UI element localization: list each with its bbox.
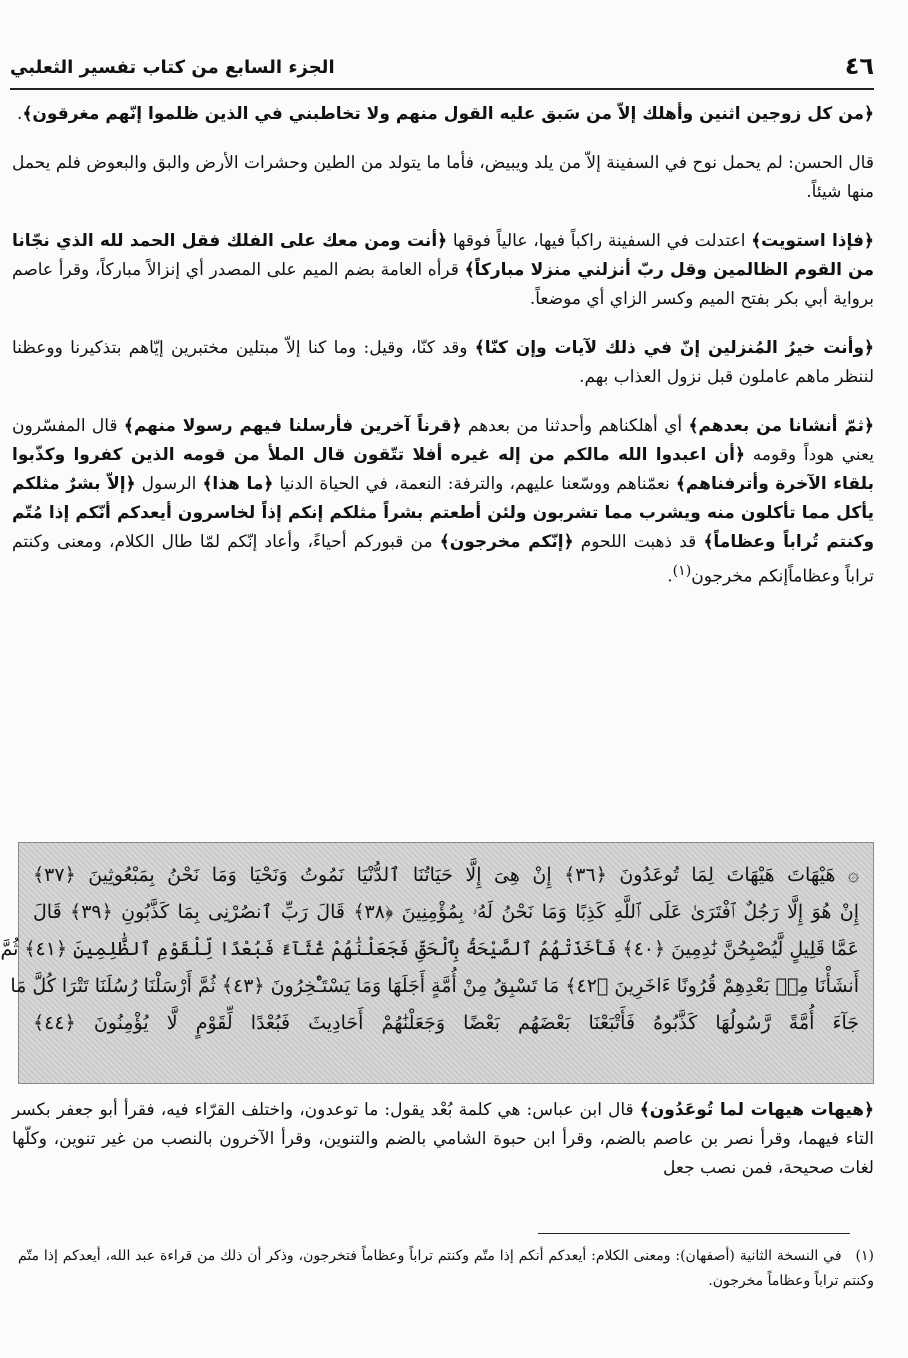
quran-quote: ﴿فإذا استويت﴾ [751,231,874,251]
paragraph-text: الرسول [135,474,203,494]
quran-verse-line: جَآءَ أُمَّةً رَّسُولُهَا كَذَّبُوهُ فَأَتْبَعْنَا بَعْضَهُم بَعْضًا وَجَعَلْنَٰهُمْ أَحَادِيثَ فَبُعْدًا لِّقَوْمٍ لَّا يُؤْمِنُونَ ﴿٤٤﴾ [33,1012,859,1034]
paragraph-text: قرأه العامة بضم الميم على المصدر أي إنزالاً مباركاً، وقرأ عاصم برواية أبي بكر بفتح الميم وكسر الزاي أي موضعاً. [12,260,874,309]
quran-quote: ﴿هيهات هيهات لما تُوعَدُون﴾ [639,1100,875,1120]
footnote-marker: (١) [672,563,692,579]
page-header [10,38,874,90]
page-number: ٤٦ [844,52,874,80]
paragraph-text: قال الحسن: لم يحمل نوح في السفينة إلاّ من يلد ويبيض، فأما ما يتولد من الطين وحشرات الأرض والبق والبعوض فلم يحمل منها شيئاً. [12,153,874,202]
paragraph-2 [12,149,874,207]
quran-quote: ﴿قرناً آخرين فأرسلنا فيهم رسولا منهم﴾ [123,416,462,436]
quran-verse-line: ۞ هَيْهَاتَ هَيْهَاتَ لِمَا تُوعَدُونَ ﴿٣٦﴾ إِنْ هِىَ إِلَّا حَيَاتُنَا ٱلدُّنْيَا نَمُوتُ وَنَحْيَا وَمَا نَحْنُ بِمَبْعُوثِينَ ﴿٣٧﴾ [33,864,859,886]
paragraph-text: قد ذهبت اللحوم [573,532,704,552]
footnote-divider [538,1233,850,1234]
paragraph-text: . [17,104,23,124]
paragraph-text: أي أهلكناهم وأحدثنا من بعدهم [461,416,689,436]
paragraph-5 [12,412,874,592]
footnote [18,1244,874,1294]
quran-quote: ﴿إلاّ بشرٌ مثلكم يأكل مما تأكلون منه ويشرب مما تشربون ولئن أطعتم بشراً مثلكم إنكم إذاً لخاسرون أيعدكم أنّكم إذا مُتّم وكنتم تُراباً وعظاماً﴾ [12,474,875,552]
commentary-continuation [12,1096,874,1203]
quran-verses-box [0,842,874,1084]
paragraph-3 [12,227,874,314]
quran-quote: ﴿أن اعبدوا الله مالكم من إله غيره أفلا تتّقون قال الملأ من قومه الذين كفروا وكذّبوا بلقاء الآخرة وأترفناهم﴾ [12,445,874,494]
paragraph-text: نعمّناهم ووسّعنا عليهم، والترفة: النعمة، في الحياة الدنيا [273,474,676,494]
quran-quote: ﴿أنت ومن معك على الفلك فقل الحمد لله الذي نجّانا من القوم الظالمين وقل ربّ أنزلني منزلا مباركاً﴾ [12,231,874,280]
paragraph-text: قال المفسّرون يعني هوداً وقومه [12,416,874,465]
paragraph-1 [12,100,874,129]
paragraph-text: وقد كنّا، وقيل: وما كنا إلاّ مبتلين مختبرين إيّاهم بتذكيرنا ووعظنا لننظر ماهم عاملون قبل نزول العذاب بهم. [12,338,874,387]
quran-quote: ﴿ما هذا﴾ [202,474,274,494]
paragraph-text: اعتدلت في السفينة راكباً فيها، عالياً فوقها [447,231,752,251]
paragraph-text: قال ابن عباس: هي كلمة بُعْد يقول: ما توعدون، واختلف القرّاء فيه، فقرأ أبو جعفر بكسر التاء فيهما، وقرأ نصر بن عاصم بالضم، وقرأ ابن حبوة الشامي بالضم والتنوين، وقرأ الآخرون بالنصب من غير تنوين، وكلّها لغات صحيحة، فمن نصب جعل [12,1100,874,1178]
footnote-number: (١) [855,1248,874,1264]
paragraph-text: . [667,566,673,587]
quran-verse-line: إِنْ هُوَ إِلَّا رَجُلٌ ٱفْتَرَىٰ عَلَى ٱللَّهِ كَذِبًا وَمَا نَحْنُ لَهُۥ بِمُؤْمِنِينَ ﴿٣٨﴾ قَالَ رَبِّ ٱنصُرْنِى بِمَا كَذَّبُونِ ﴿٣٩﴾ قَالَ [33,901,859,923]
paragraph-4 [12,334,874,392]
quran-verse-line: عَمَّا قَلِيلٍ لَّيُصْبِحُنَّ نَٰدِمِينَ ﴿٤٠﴾ فَأَخَذَتْهُمُ ٱلصَّيْحَةُ بِٱلْحَقِّ فَجَعَلْنَٰهُمْ غُثَآءً فَبُعْدًا لِّلْقَوْمِ ٱلظَّٰلِمِينَ ﴿٤١﴾ ثُمَّ [0,938,859,960]
quran-verse-line: أَنشَأْنَا مِنۢ بَعْدِهِمْ قُرُونًا ءَاخَرِينَ ﴿٤٢﴾ مَا تَسْبِقُ مِنْ أُمَّةٍ أَجَلَهَا وَمَا يَسْتَـْٔخِرُونَ ﴿٤٣﴾ ثُمَّ أَرْسَلْنَا رُسُلَنَا تَتْرَا كُلَّ مَا [10,975,859,997]
running-title: الجزء السابع من كتاب تفسير الثعلبي [10,57,335,78]
commentary-text [12,100,874,612]
quran-quote: ﴿من كل زوجين اثنين وأهلك إلاّ من سَبق عليه القول منهم ولا تخاطبني في الذين ظلموا إنّهم مغرقون﴾ [22,104,874,124]
paragraph-6 [12,1096,874,1183]
quran-quote: ﴿إنّكم مخرجون﴾ [439,532,574,552]
paragraph-text: من قبوركم أحياءً، وأعاد إنّكم لمّا طال الكلام، ومعنى وكنتم تراباً وعظاماًإنكم مخرجون [12,532,874,587]
quran-quote: ﴿وأنت خيرُ المُنزلين إنّ في ذلك لآيات وإن كنّا﴾ [474,338,875,358]
quran-quote: ﴿ثمّ أنشانا من بعدهم﴾ [688,416,874,436]
footnote-text: في النسخة الثانية (أصفهان): ومعنى الكلام: أيعدكم أنكم إذا متّم وكنتم تراباً وعظاماً فتخرجون، وذكر أن ذلك من قراءة عبد الله، أيعدكم إذا متّم وكنتم تراباً وعظاماً مخرجون. [18,1248,874,1289]
